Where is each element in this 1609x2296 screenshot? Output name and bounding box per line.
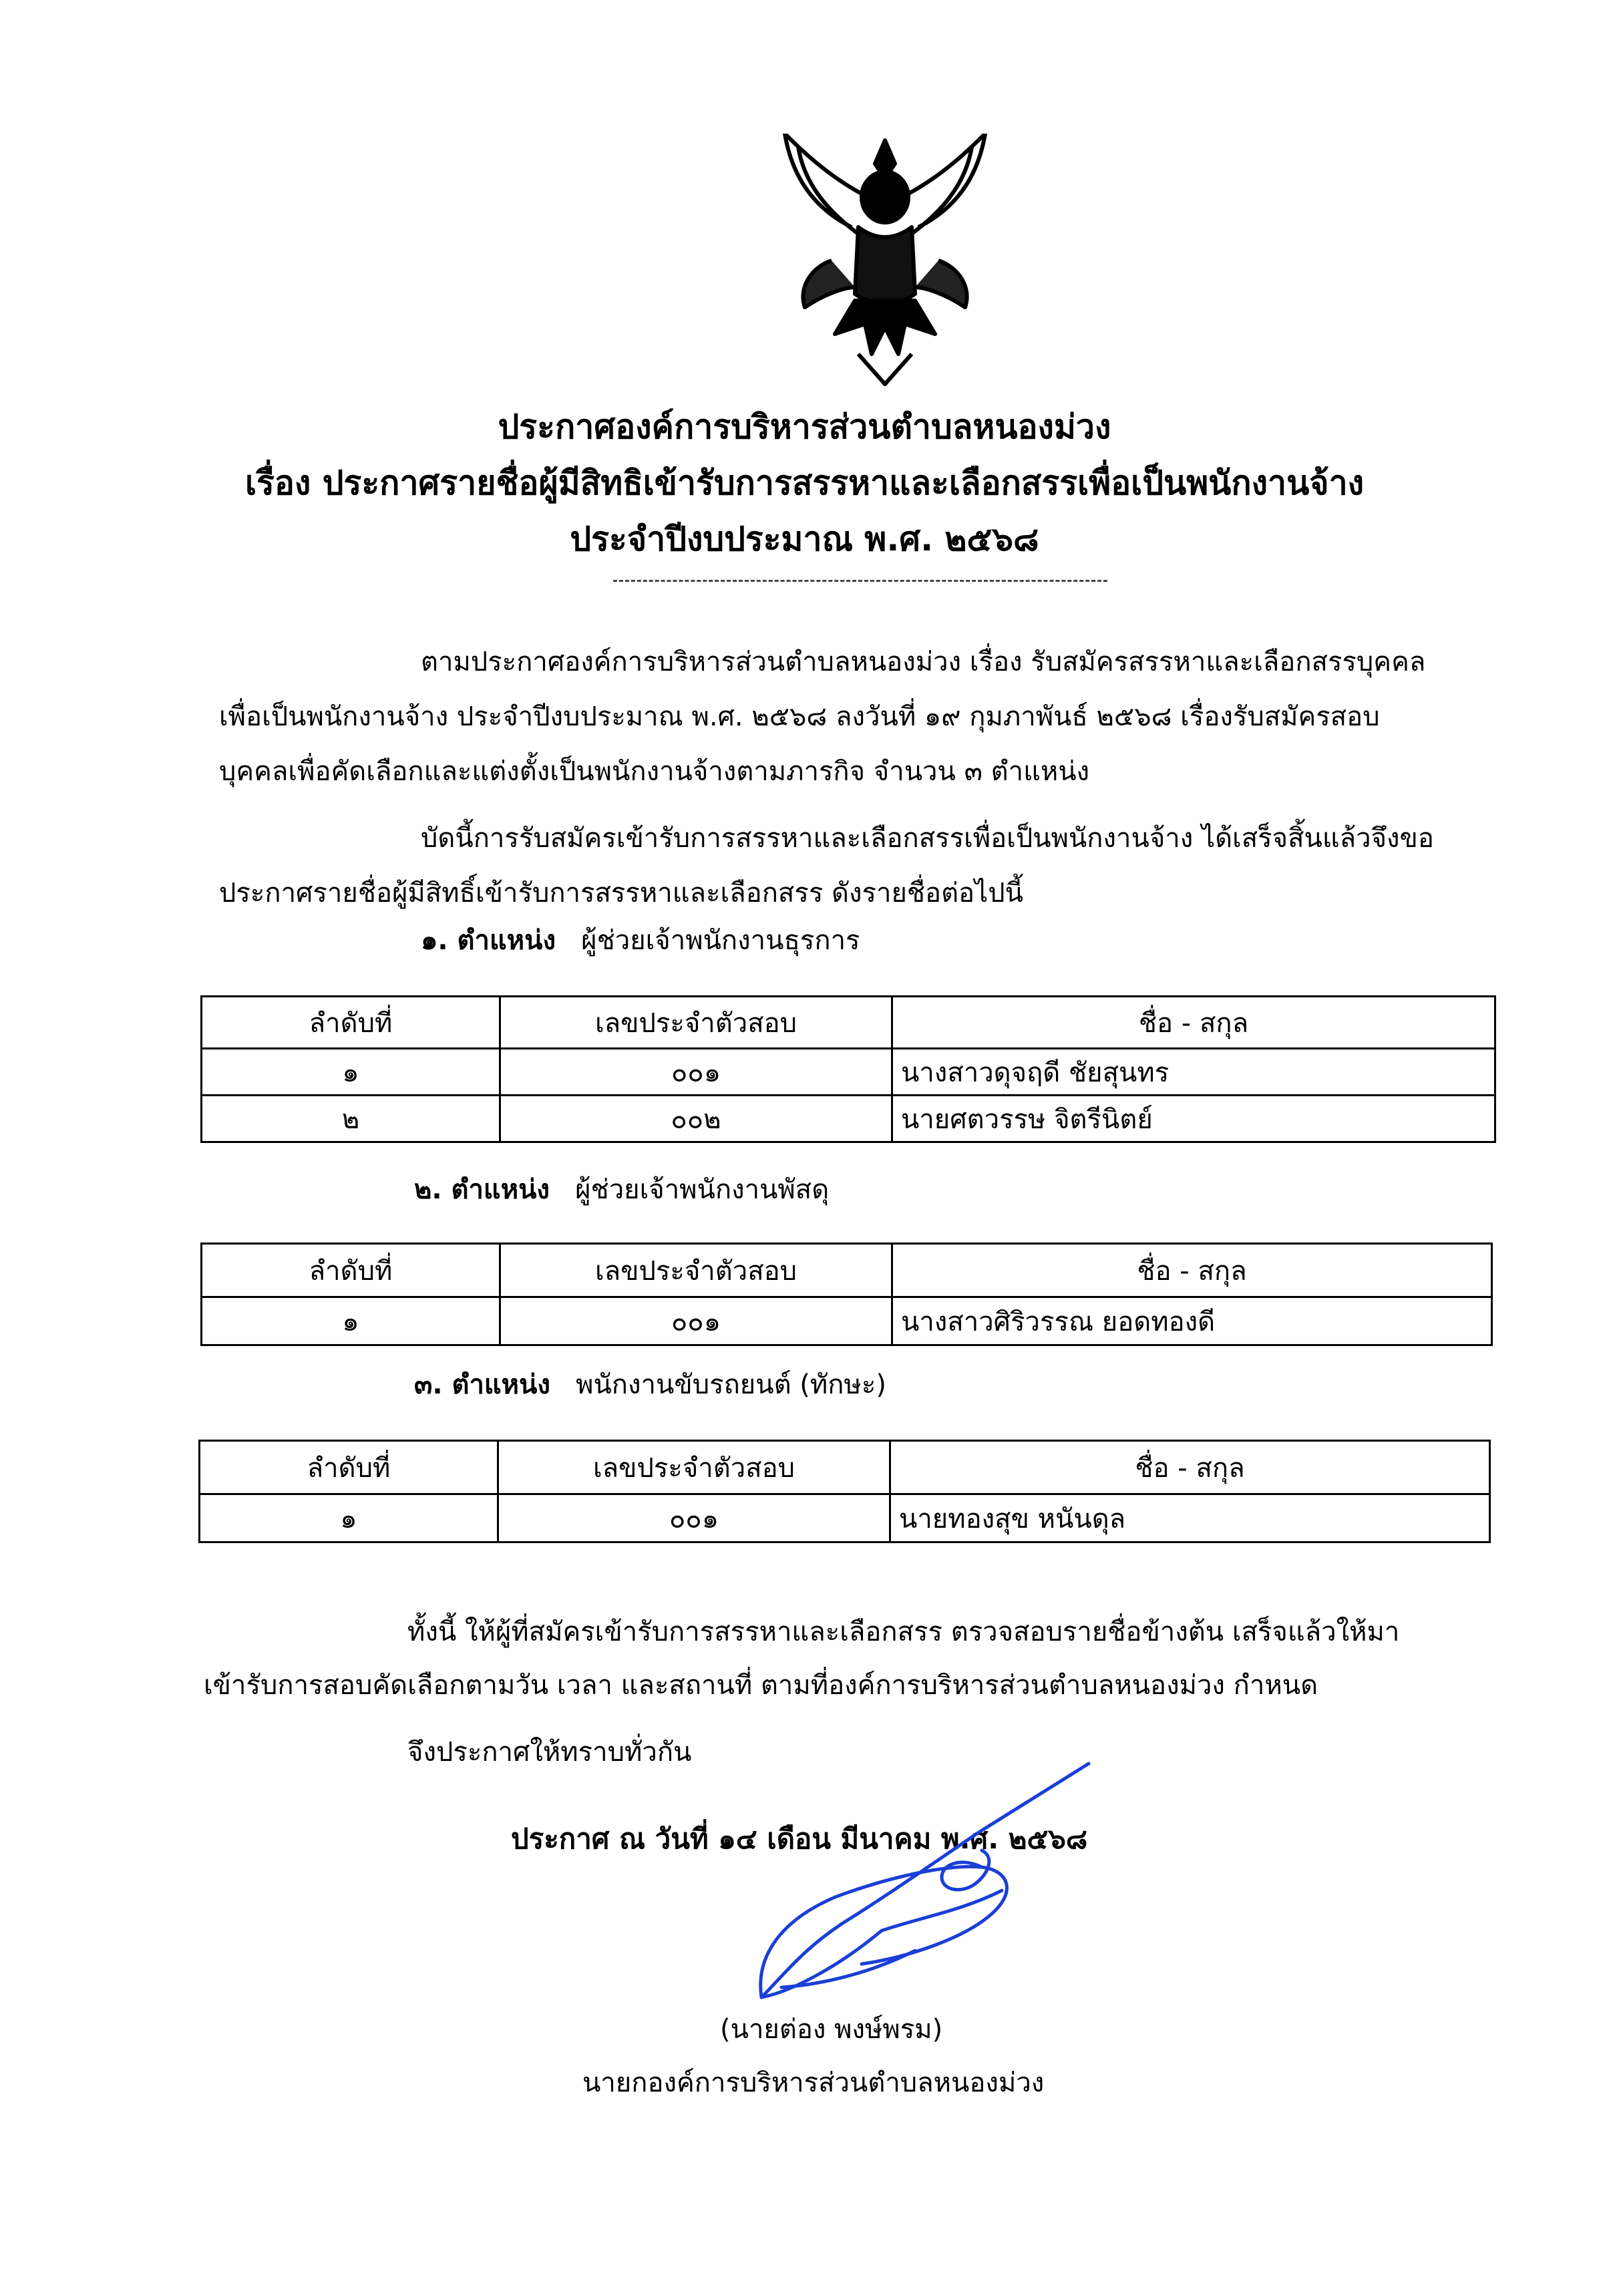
- position-3-heading: [414, 1363, 886, 1406]
- announce-line: จึงประกาศให้ทราบทั่วกัน: [407, 1737, 692, 1768]
- position-1-title: ผู้ช่วยเจ้าพนักงานธุรการ: [581, 925, 860, 956]
- header-cell-order: ลำดับที่: [200, 1441, 498, 1494]
- document-subject: เรื่อง ประกาศรายชื่อผู้มีสิทธิเข้ารับการสรรหาและเลือกสรรเพื่อเป็นพนักงานจ้าง: [244, 464, 1365, 502]
- cell-exam-id: ๐๐๑: [500, 1297, 892, 1345]
- table-header-row: [202, 1244, 1492, 1297]
- header-cell-exam-id: เลขประจำตัวสอบ: [500, 997, 892, 1049]
- cell-order: ๑: [200, 1494, 498, 1542]
- position-2-heading: [414, 1168, 829, 1210]
- header-cell-name: ชื่อ - สกุล: [892, 997, 1495, 1049]
- cell-name: นางสาวศิริวรรณ ยอดทองดี: [892, 1297, 1492, 1345]
- closing-line2: เข้ารับการสอบคัดเลือกตามวัน เวลา และสถานที่ ตามที่องค์การบริหารส่วนตำบลหนองม่วง กำหนด: [204, 1670, 1318, 1701]
- position-3-table: [198, 1440, 1491, 1543]
- para2-line2: ประกาศรายชื่อผู้มีสิทธิ์เข้ารับการสรรหาและเลือกสรร ดังรายชื่อต่อไปนี้: [219, 878, 1023, 909]
- header-cell-order: ลำดับที่: [202, 997, 500, 1049]
- header-cell-order: ลำดับที่: [202, 1244, 500, 1297]
- closing-line1: ทั้งนี้ ให้ผู้ที่สมัครเข้ารับการสรรหาและเลือกสรร ตรวจสอบรายชื่อข้างต้น เสร็จแล้วให้มา: [407, 1617, 1400, 1647]
- announce-date-line: ประกาศ ณ วันที่ ๑๔ เดือน มีนาคม พ.ศ. ๒๕๖๘: [511, 1822, 1088, 1855]
- cell-order: ๑: [202, 1049, 500, 1096]
- position-3-title: พนักงานขับรถยนต์ (ทักษะ): [576, 1369, 886, 1400]
- table-header-row: [202, 997, 1495, 1049]
- para1-line3: บุคคลเพื่อคัดเลือกและแต่งตั้งเป็นพนักงานจ้างตามภารกิจ จำนวน ๓ ตำแหน่ง: [219, 756, 1090, 787]
- cell-name: นายทองสุข หนันดุล: [890, 1494, 1490, 1542]
- position-3-number: ๓. ตำแหน่ง: [414, 1369, 550, 1400]
- position-2-title: ผู้ช่วยเจ้าพนักงานพัสดุ: [575, 1174, 830, 1205]
- cell-exam-id: ๐๐๑: [500, 1049, 892, 1096]
- cell-order: ๒: [202, 1096, 500, 1142]
- para1-line2: เพื่อเป็นพนักงานจ้าง ประจำปีงบประมาณ พ.ศ. ๒๕๖๘ ลงวันที่ ๑๙ กุมภาพันธ์ ๒๕๖๘ เรื่องรับสมัครสอบ: [219, 701, 1380, 732]
- cell-order: ๑: [202, 1297, 500, 1345]
- cell-name: นายศตวรรษ จิตรีนิตย์: [892, 1096, 1495, 1142]
- position-1-table: [200, 995, 1496, 1143]
- table-row: [200, 1494, 1490, 1542]
- signature-scribble: [741, 1750, 1115, 2031]
- position-1-heading: [421, 919, 860, 961]
- table-row: [202, 1096, 1495, 1142]
- signer-name: (นายต่อง พงษ์พรม): [720, 2014, 943, 2045]
- cell-name: นางสาวดุจฤดี ชัยสุนทร: [892, 1049, 1495, 1096]
- signer-title: นายกองค์การบริหารส่วนตำบลหนองม่วง: [582, 2068, 1045, 2098]
- header-cell-exam-id: เลขประจำตัวสอบ: [498, 1441, 890, 1494]
- para1-line1: ตามประกาศองค์การบริหารส่วนตำบลหนองม่วง เรื่อง รับสมัครสรรหาและเลือกสรรบุคคล: [421, 647, 1426, 677]
- table-row: [202, 1297, 1492, 1345]
- position-2-number: ๒. ตำแหน่ง: [414, 1174, 550, 1205]
- header-cell-name: ชื่อ - สกุล: [890, 1441, 1490, 1494]
- title-divider: [613, 580, 1107, 582]
- cell-exam-id: ๐๐๒: [500, 1096, 892, 1142]
- header-cell-name: ชื่อ - สกุล: [892, 1244, 1492, 1297]
- para2-line1: บัดนี้การรับสมัครเข้ารับการสรรหาและเลือกสรรเพื่อเป็นพนักงานจ้าง ได้เสร็จสิ้นแล้วจึงขอ: [421, 823, 1434, 854]
- position-2-table: [200, 1243, 1493, 1346]
- header-cell-exam-id: เลขประจำตัวสอบ: [500, 1244, 892, 1297]
- fiscal-year-line: ประจำปีงบประมาณ พ.ศ. ๒๕๖๘: [570, 520, 1039, 558]
- position-1-number: ๑. ตำแหน่ง: [421, 925, 556, 956]
- table-header-row: [200, 1441, 1490, 1494]
- table-row: [202, 1049, 1495, 1096]
- garuda-emblem: [771, 134, 999, 387]
- document-title: ประกาศองค์การบริหารส่วนตำบลหนองม่วง: [498, 407, 1111, 446]
- cell-exam-id: ๐๐๑: [498, 1494, 890, 1542]
